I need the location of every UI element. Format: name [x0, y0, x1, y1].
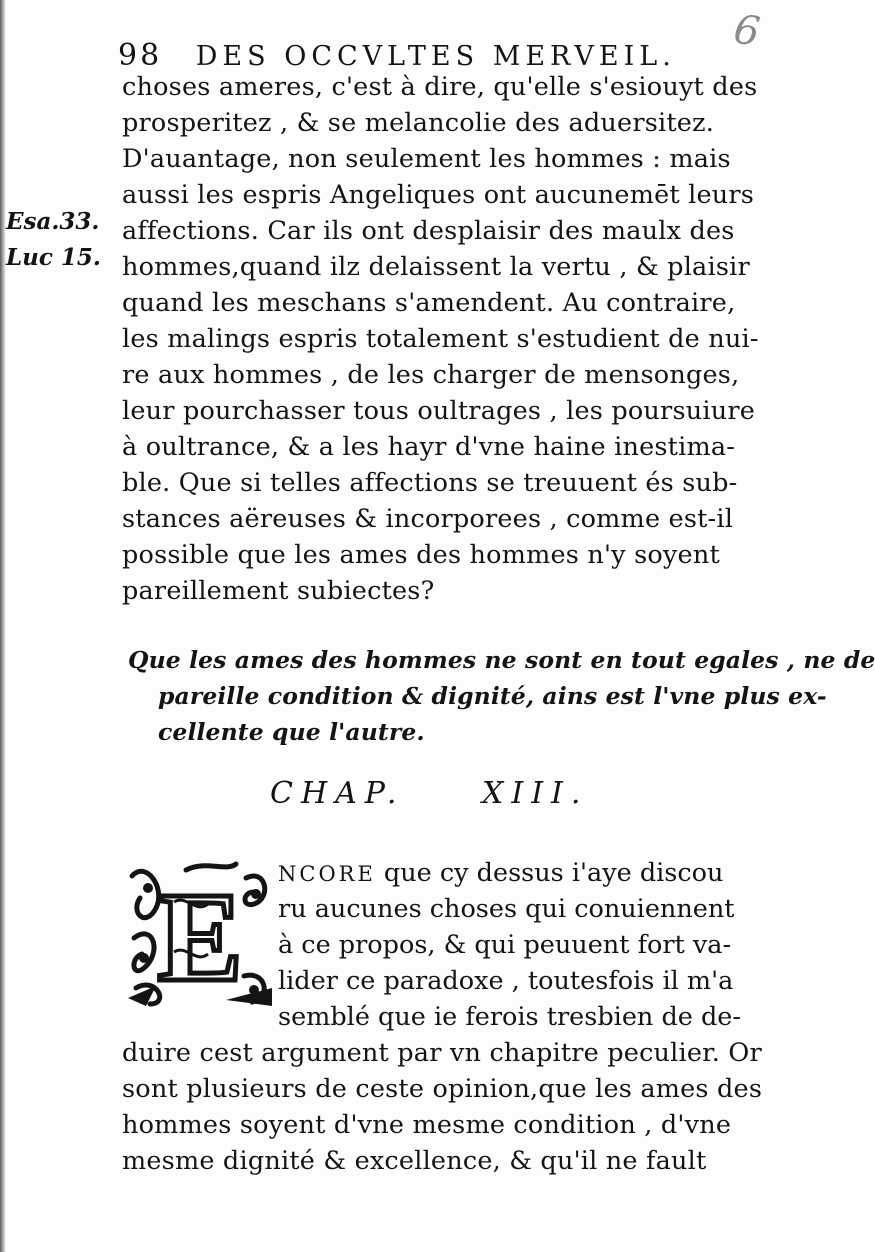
chapter-number: XIII. — [481, 776, 589, 811]
page-number: 98 — [118, 38, 163, 73]
text-line: ru aucunes choses qui conuiennent — [278, 894, 735, 924]
opening-first-word: NCORE — [278, 862, 376, 886]
text-line: hommes soyent d'vne mesme condition , d'vne — [122, 1110, 732, 1140]
running-title: DES OCCVLTES MERVEIL. — [195, 41, 676, 72]
page-gutter-shadow — [0, 0, 6, 1252]
text-line: affections. Car ils ont desplaisir des maulx des — [122, 216, 735, 246]
text-line: D'auantage, non seulement les hommes : mais — [122, 144, 731, 174]
corner-mark: 6 — [730, 6, 763, 56]
chapter-summary-line: pareille condition & dignité, ains est l'vne plus ex- — [158, 682, 827, 710]
text-line: semblé que ie ferois tresbien de de- — [278, 1002, 742, 1032]
text-line: choses ameres, c'est à dire, qu'elle s'esiouyt des — [122, 72, 758, 102]
text-line: lider ce paradoxe , toutesfois il m'a — [278, 966, 734, 996]
text-line: pareillement subiectes? — [122, 576, 435, 606]
text-line: à ce propos, & qui peuuent fort va- — [278, 930, 732, 960]
margin-note: Esa.33. — [6, 208, 100, 235]
opening-first-line — [278, 858, 723, 888]
chapter-summary-line: Que les ames des hommes ne sont en tout egales , ne de — [128, 646, 875, 674]
chapter-summary-line: cellente que l'autre. — [158, 718, 425, 746]
text-line: prosperitez , & se melancolie des aduersitez. — [122, 108, 715, 138]
chapter-heading — [270, 776, 590, 816]
text-line: leur pourchasser tous oultrages , les poursuiure — [122, 396, 756, 426]
text-line: re aux hommes , de les charger de mensonges, — [122, 360, 740, 390]
text-line: à oultrance, & a les hayr d'vne haine inestima- — [122, 432, 736, 462]
chapter-label: CHAP. — [270, 776, 405, 811]
text-line: ble. Que si telles affections se treuuent és sub- — [122, 468, 738, 498]
margin-note: Luc 15. — [6, 244, 101, 271]
text-line: stances aëreuses & incorporees , comme est-il — [122, 504, 734, 534]
drop-cap-letter: E — [157, 866, 243, 1008]
text-line: duire cest argument par vn chapitre peculier. Or — [122, 1038, 762, 1068]
text-line: quand les meschans s'amendent. Au contraire, — [122, 288, 736, 318]
text-line: possible que les ames des hommes n'y soyent — [122, 540, 720, 570]
text-line: hommes,quand ilz delaissent la vertu , & plaisir — [122, 252, 750, 282]
drop-cap-ornament-icon — [126, 858, 274, 1008]
ornamental-drop-cap — [126, 858, 274, 1008]
text-line: les malings espris totalement s'estudient de nui- — [122, 324, 759, 354]
text-line: aussi les espris Angeliques ont aucunemēt leurs — [122, 180, 755, 210]
text-line-rest: que cy dessus i'aye discou — [375, 858, 724, 888]
text-line: sont plusieurs de ceste opinion,que les ames des — [122, 1074, 763, 1104]
text-line: mesme dignité & excellence, & qu'il ne fault — [122, 1146, 707, 1176]
